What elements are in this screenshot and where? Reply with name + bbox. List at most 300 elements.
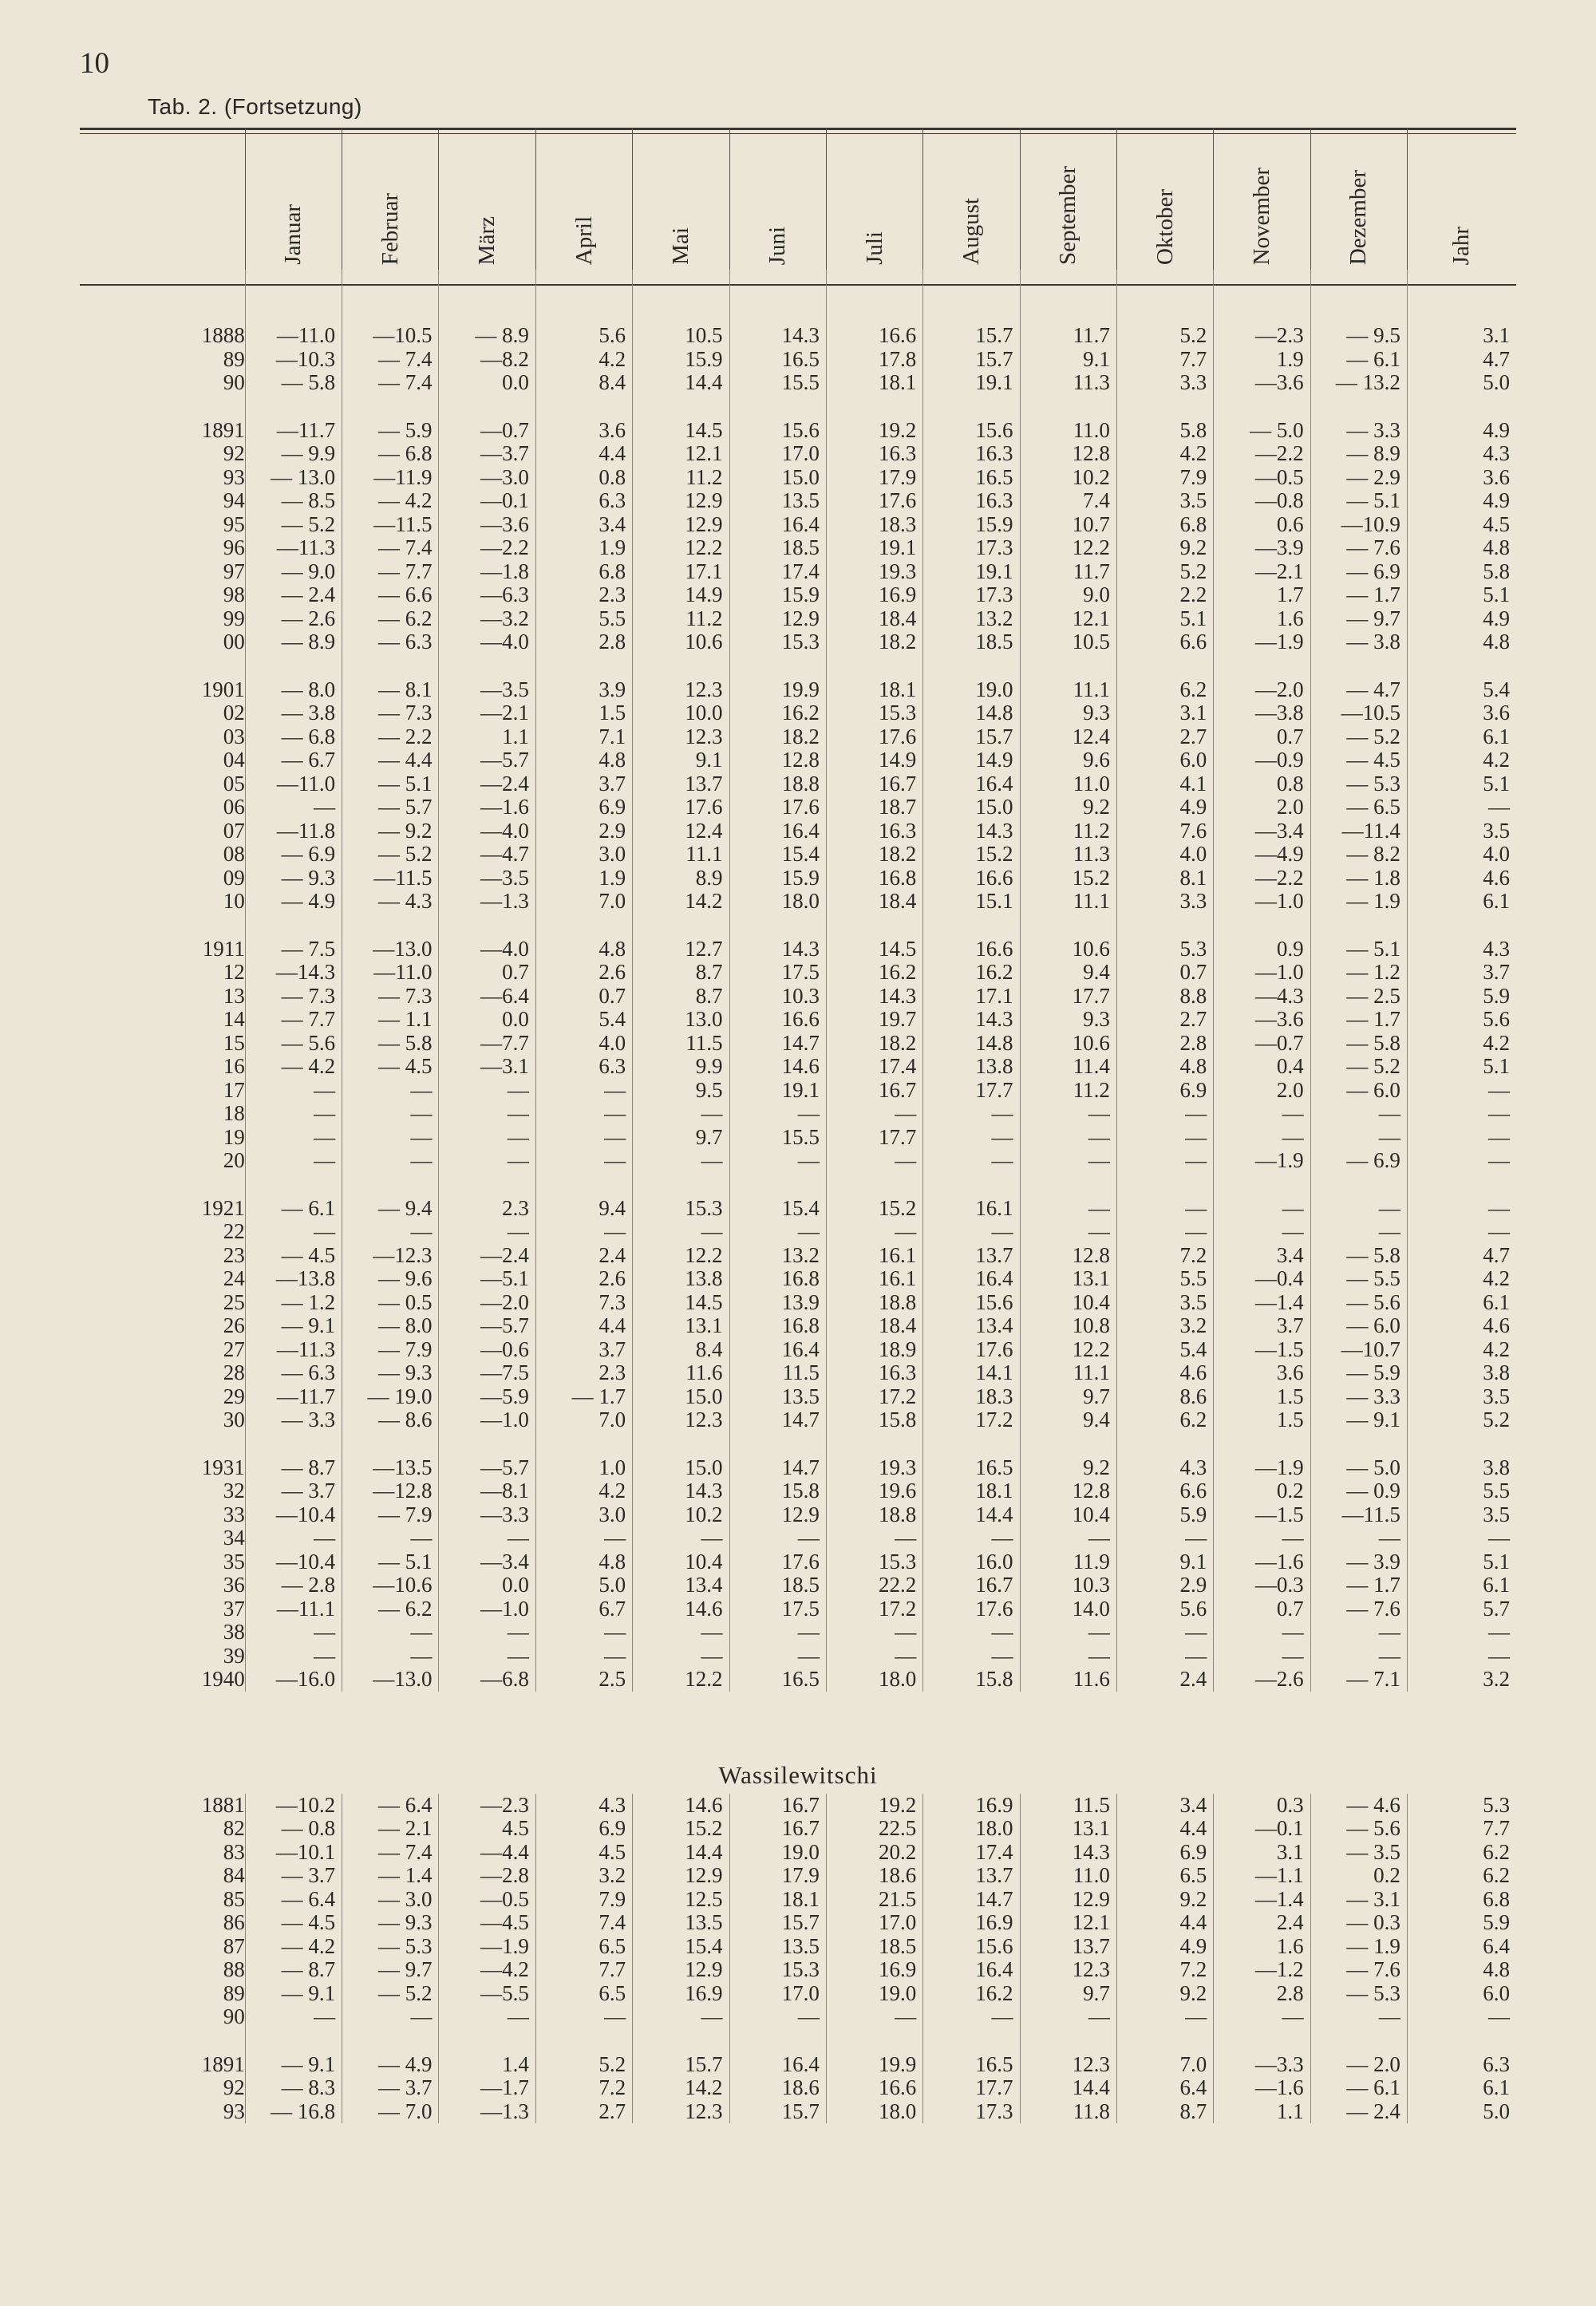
value-cell: — <box>1407 1149 1516 1173</box>
year-cell <box>80 890 245 914</box>
value-cell: —2.0 <box>439 1291 535 1315</box>
spacer-cell <box>923 654 1020 678</box>
value-cell: —1.2 <box>1214 1958 1310 1982</box>
value-cell: 16.3 <box>923 442 1020 466</box>
col-header-august <box>923 128 1020 270</box>
value-cell: 7.7 <box>535 1958 632 1982</box>
value-cell: 15.4 <box>633 1935 729 1959</box>
value-cell: —1.6 <box>1214 1550 1310 1574</box>
value-cell: 13.7 <box>923 1864 1020 1888</box>
value-cell: 12.2 <box>633 1668 729 1692</box>
value-cell: — <box>1116 1526 1213 1550</box>
value-cell: — <box>633 1645 729 1668</box>
col-header-september <box>1020 128 1116 270</box>
value-cell: — 1.1 <box>342 1008 439 1032</box>
value-cell: — 5.1 <box>1310 489 1407 513</box>
value-cell: 11.6 <box>633 1361 729 1385</box>
value-cell: 1.1 <box>1214 2100 1310 2124</box>
year-cell <box>80 1385 245 1409</box>
year-cell <box>80 1621 245 1645</box>
value-cell: 0.2 <box>1310 1864 1407 1888</box>
table-row <box>80 1645 1516 1668</box>
value-cell: 18.1 <box>923 1479 1020 1503</box>
value-cell: — <box>342 1621 439 1645</box>
spacer-cell <box>80 395 245 419</box>
value-cell: — <box>439 1645 535 1668</box>
value-cell: —0.4 <box>1214 1267 1310 1291</box>
value-cell: —11.1 <box>245 1597 342 1621</box>
value-cell: —11.9 <box>342 466 439 490</box>
value-cell: — <box>1407 1645 1516 1668</box>
spacer-cell <box>439 1173 535 1197</box>
value-cell: 3.4 <box>1214 1244 1310 1268</box>
spacer-cell <box>633 270 729 324</box>
value-cell: 16.2 <box>923 961 1020 985</box>
value-cell: — 9.4 <box>342 1197 439 1221</box>
value-cell: —0.3 <box>1214 1574 1310 1597</box>
value-cell: 18.4 <box>826 607 922 631</box>
value-cell: 1.5 <box>535 701 632 725</box>
value-cell: — 9.1 <box>245 2053 342 2077</box>
value-cell: — <box>923 1645 1020 1668</box>
year-label: 05 <box>223 771 245 796</box>
value-cell: 16.0 <box>923 1550 1020 1574</box>
table-row <box>80 560 1516 584</box>
value-cell: 2.8 <box>535 630 632 654</box>
year-label: 32 <box>223 1479 245 1502</box>
block-gap <box>80 654 1516 678</box>
value-cell: 5.8 <box>1116 419 1213 443</box>
year-cell <box>80 772 245 796</box>
spacer-cell <box>1310 654 1407 678</box>
spacer-cell <box>1116 270 1213 324</box>
table-row <box>80 748 1516 772</box>
value-cell: —4.0 <box>439 938 535 961</box>
value-cell: 17.0 <box>729 442 826 466</box>
value-cell: — <box>923 1102 1020 1126</box>
value-cell: — 16.8 <box>245 2100 342 2124</box>
value-cell: 18.2 <box>729 725 826 749</box>
section-title: Wassilewitschi <box>718 1761 878 1789</box>
value-cell: 18.5 <box>729 536 826 560</box>
value-cell: — 6.3 <box>245 1361 342 1385</box>
value-cell: 16.4 <box>729 819 826 843</box>
value-cell: — 3.7 <box>245 1864 342 1888</box>
table-row <box>80 1503 1516 1527</box>
value-cell: 15.7 <box>729 2100 826 2124</box>
year-label: 23 <box>223 1242 245 1267</box>
value-cell: —1.3 <box>439 2100 535 2124</box>
value-cell: 16.8 <box>729 1267 826 1291</box>
value-cell: — <box>1020 1149 1116 1173</box>
value-cell: — <box>1310 1621 1407 1645</box>
year-cell <box>80 1456 245 1480</box>
value-cell: — <box>535 2005 632 2029</box>
value-cell: 14.8 <box>923 1032 1020 1056</box>
value-cell: 5.5 <box>1116 1267 1213 1291</box>
value-cell: 11.0 <box>1020 419 1116 443</box>
value-cell: 9.2 <box>1116 536 1213 560</box>
table-row <box>80 348 1516 372</box>
spacer-cell <box>535 1432 632 1456</box>
value-cell: — <box>439 1102 535 1126</box>
value-cell: 5.9 <box>1407 1911 1516 1935</box>
value-cell: 9.3 <box>1020 1008 1116 1032</box>
spacer-cell <box>245 270 342 324</box>
value-cell: 3.7 <box>535 772 632 796</box>
value-cell: 14.8 <box>923 701 1020 725</box>
value-cell: — <box>1310 1126 1407 1150</box>
value-cell: 18.2 <box>826 1032 922 1056</box>
spacer-cell <box>439 1432 535 1456</box>
table-row <box>80 630 1516 654</box>
spacer-cell <box>535 270 632 324</box>
value-cell: —13.5 <box>342 1456 439 1480</box>
value-cell: — 1.8 <box>1310 867 1407 890</box>
value-cell: 5.0 <box>1407 371 1516 395</box>
table-row <box>80 1456 1516 1480</box>
table-row <box>80 324 1516 348</box>
value-cell: 14.5 <box>826 938 922 961</box>
year-label: 29 <box>223 1384 245 1408</box>
table-row <box>80 961 1516 985</box>
value-cell: 4.4 <box>535 442 632 466</box>
value-cell: — 5.3 <box>1310 772 1407 796</box>
value-cell: —7.7 <box>439 1032 535 1056</box>
year-cell <box>80 324 245 348</box>
value-cell: 6.1 <box>1407 725 1516 749</box>
table-row <box>80 1126 1516 1150</box>
value-cell: 5.6 <box>1407 1008 1516 1032</box>
value-cell: 14.3 <box>923 819 1020 843</box>
value-cell: —2.1 <box>1214 560 1310 584</box>
value-cell: 2.0 <box>1214 1079 1310 1103</box>
value-cell: 17.9 <box>729 1864 826 1888</box>
value-cell: 16.4 <box>923 772 1020 796</box>
value-cell: 16.9 <box>826 583 922 607</box>
value-cell: — 4.6 <box>1310 1794 1407 1818</box>
year-cell <box>80 1361 245 1385</box>
value-cell: 15.8 <box>729 1479 826 1503</box>
value-cell: — 2.4 <box>245 583 342 607</box>
value-cell: — <box>245 1102 342 1126</box>
header-label: Mai <box>667 227 693 265</box>
value-cell: — <box>1020 1526 1116 1550</box>
value-cell: — <box>1407 1197 1516 1221</box>
spacer-cell <box>1310 1173 1407 1197</box>
table-row <box>80 1291 1516 1315</box>
value-cell: — 6.1 <box>1310 2076 1407 2100</box>
table-row <box>80 1008 1516 1032</box>
value-cell: 6.5 <box>535 1982 632 2006</box>
value-cell: —2.1 <box>439 701 535 725</box>
spacer-cell <box>1310 270 1407 324</box>
year-cell <box>80 419 245 443</box>
value-cell: — <box>1407 1621 1516 1645</box>
year-cell <box>80 1102 245 1126</box>
spacer-cell <box>80 914 245 938</box>
value-cell: 20.2 <box>826 1841 922 1865</box>
block-gap <box>80 2029 1516 2053</box>
value-cell: 12.8 <box>1020 1479 1116 1503</box>
value-cell: — <box>923 1149 1020 1173</box>
value-cell: 17.6 <box>826 489 922 513</box>
value-cell: 9.3 <box>1020 701 1116 725</box>
year-label: 22 <box>223 1219 245 1243</box>
year-cell <box>80 1597 245 1621</box>
value-cell: — 4.7 <box>1310 678 1407 702</box>
year-cell <box>80 348 245 372</box>
value-cell: —5.1 <box>439 1267 535 1291</box>
value-cell: — <box>1116 1102 1213 1126</box>
value-cell: — <box>826 1220 922 1244</box>
spacer-cell <box>80 2029 245 2053</box>
value-cell: — <box>729 1645 826 1668</box>
value-cell: — <box>1407 1079 1516 1103</box>
value-cell: 0.4 <box>1214 1055 1310 1079</box>
value-cell: — 1.7 <box>1310 1008 1407 1032</box>
value-cell: 19.3 <box>826 560 922 584</box>
value-cell: 7.7 <box>1116 348 1213 372</box>
year-label: 18 <box>223 1101 245 1125</box>
value-cell: —11.8 <box>245 819 342 843</box>
value-cell: — 5.2 <box>245 513 342 537</box>
value-cell: 10.7 <box>1020 513 1116 537</box>
value-cell: 4.8 <box>1116 1055 1213 1079</box>
spacer-cell <box>1214 270 1310 324</box>
value-cell: 2.3 <box>439 1197 535 1221</box>
value-cell: —13.0 <box>342 938 439 961</box>
value-cell: 17.6 <box>729 796 826 819</box>
value-cell: 6.0 <box>1116 748 1213 772</box>
value-cell: 4.4 <box>1116 1911 1213 1935</box>
value-cell: 16.3 <box>826 1361 922 1385</box>
value-cell: 19.0 <box>923 678 1020 702</box>
value-cell: — <box>923 1126 1020 1150</box>
value-cell: 2.9 <box>535 819 632 843</box>
value-cell: — 7.4 <box>342 371 439 395</box>
value-cell: —11.3 <box>245 1338 342 1362</box>
value-cell: 11.7 <box>1020 324 1116 348</box>
value-cell: — 3.3 <box>1310 419 1407 443</box>
value-cell: 12.3 <box>633 2100 729 2124</box>
value-cell: 3.2 <box>535 1864 632 1888</box>
value-cell: 13.5 <box>729 1385 826 1409</box>
value-cell: 2.6 <box>535 961 632 985</box>
value-cell: 15.5 <box>729 371 826 395</box>
value-cell: — 5.1 <box>342 1550 439 1574</box>
year-label: 90 <box>223 2004 245 2028</box>
header-label: August <box>958 198 984 265</box>
value-cell: 2.4 <box>1214 1911 1310 1935</box>
table-row <box>80 1550 1516 1574</box>
header-label: September <box>1055 165 1081 265</box>
year-cell <box>80 1645 245 1668</box>
value-cell: 12.1 <box>1020 1911 1116 1935</box>
value-cell: 3.3 <box>1116 890 1213 914</box>
value-cell: 13.7 <box>1020 1935 1116 1959</box>
table-row <box>80 419 1516 443</box>
value-cell: 12.9 <box>729 1503 826 1527</box>
value-cell: 14.6 <box>633 1794 729 1818</box>
value-cell: 1.5 <box>1214 1385 1310 1409</box>
value-cell: 4.2 <box>1407 1032 1516 1056</box>
header-label: Oktober <box>1152 188 1178 265</box>
value-cell: — 6.4 <box>245 1888 342 1912</box>
value-cell: — 6.2 <box>342 607 439 631</box>
value-cell: 15.7 <box>923 324 1020 348</box>
year-label: 84 <box>223 1863 245 1887</box>
table-row <box>80 1817 1516 1841</box>
table-row <box>80 1526 1516 1550</box>
value-cell: — <box>1407 1126 1516 1150</box>
value-cell: 4.5 <box>439 1817 535 1841</box>
value-cell: —10.4 <box>245 1550 342 1574</box>
value-cell: 18.6 <box>729 2076 826 2100</box>
year-label: 24 <box>223 1266 245 1290</box>
value-cell: — <box>1020 1220 1116 1244</box>
value-cell: 12.3 <box>633 725 729 749</box>
value-cell: — <box>1310 1197 1407 1221</box>
spacer-cell <box>729 2029 826 2053</box>
value-cell: 10.2 <box>633 1503 729 1527</box>
value-cell: 7.0 <box>1116 2053 1213 2077</box>
spacer-cell <box>1310 2029 1407 2053</box>
value-cell: 11.5 <box>633 1032 729 1056</box>
year-cell <box>80 701 245 725</box>
value-cell: —1.5 <box>1214 1503 1310 1527</box>
value-cell: 15.3 <box>826 701 922 725</box>
value-cell: — 6.5 <box>1310 796 1407 819</box>
value-cell: — 3.8 <box>1310 630 1407 654</box>
value-cell: — 5.2 <box>342 843 439 867</box>
value-cell: 17.6 <box>633 796 729 819</box>
value-cell: 1.4 <box>439 2053 535 2077</box>
value-cell: —11.7 <box>245 1385 342 1409</box>
spacer-cell <box>1020 395 1116 419</box>
value-cell: — <box>535 1220 632 1244</box>
value-cell: 4.9 <box>1407 419 1516 443</box>
header-label: Juni <box>764 226 791 265</box>
value-cell: 12.9 <box>633 489 729 513</box>
value-cell: 5.1 <box>1407 772 1516 796</box>
value-cell: —10.1 <box>245 1841 342 1865</box>
value-cell: — <box>1116 1621 1213 1645</box>
value-cell: 16.4 <box>729 1338 826 1362</box>
value-cell: 14.4 <box>1020 2076 1116 2100</box>
block-gap <box>80 1173 1516 1197</box>
value-cell: 6.5 <box>535 1935 632 1959</box>
table-row <box>80 1149 1516 1173</box>
value-cell: 3.0 <box>535 1503 632 1527</box>
value-cell: — 8.3 <box>245 2076 342 2100</box>
spacer-cell <box>342 1173 439 1197</box>
value-cell: 13.1 <box>1020 1817 1116 1841</box>
value-cell: — <box>1116 1220 1213 1244</box>
value-cell: 4.0 <box>535 1032 632 1056</box>
value-cell: 11.4 <box>1020 1055 1116 1079</box>
table-row <box>80 1055 1516 1079</box>
value-cell: 6.6 <box>1116 1479 1213 1503</box>
value-cell: 15.9 <box>923 513 1020 537</box>
value-cell: — 1.2 <box>245 1291 342 1315</box>
spacer-cell <box>439 270 535 324</box>
year-cell <box>80 1149 245 1173</box>
value-cell: 19.6 <box>826 1479 922 1503</box>
value-cell: — <box>1020 1197 1116 1221</box>
year-cell <box>80 1338 245 1362</box>
value-cell: — 4.5 <box>245 1911 342 1935</box>
value-cell: — 5.8 <box>342 1032 439 1056</box>
year-label: 03 <box>223 724 245 748</box>
value-cell: 3.9 <box>535 678 632 702</box>
value-cell: — 6.1 <box>1310 348 1407 372</box>
year-label: 02 <box>223 701 245 725</box>
value-cell: —3.6 <box>1214 371 1310 395</box>
value-cell: — <box>1407 2005 1516 2029</box>
value-cell: — <box>342 1079 439 1103</box>
value-cell: 2.8 <box>1116 1032 1213 1056</box>
value-cell: —6.3 <box>439 583 535 607</box>
table-row <box>80 1864 1516 1888</box>
value-cell: 14.4 <box>633 371 729 395</box>
value-cell: 21.5 <box>826 1888 922 1912</box>
year-cell <box>80 1479 245 1503</box>
value-cell: 1.9 <box>535 867 632 890</box>
value-cell: —5.7 <box>439 1314 535 1338</box>
value-cell: 5.1 <box>1407 583 1516 607</box>
block-gap <box>80 914 1516 938</box>
value-cell: 18.0 <box>729 890 826 914</box>
spacer-cell <box>1020 2029 1116 2053</box>
value-cell: —4.7 <box>439 843 535 867</box>
value-cell: 9.1 <box>633 748 729 772</box>
value-cell: — 1.7 <box>1310 583 1407 607</box>
value-cell: — 3.7 <box>245 1479 342 1503</box>
value-cell: 5.1 <box>1407 1550 1516 1574</box>
spacer-cell <box>729 395 826 419</box>
value-cell: 6.4 <box>1407 1935 1516 1959</box>
year-label: 10 <box>223 889 245 913</box>
value-cell: 16.7 <box>826 772 922 796</box>
value-cell: 4.9 <box>1116 1935 1213 1959</box>
value-cell: —10.7 <box>1310 1338 1407 1362</box>
value-cell: 15.7 <box>633 2053 729 2077</box>
year-cell <box>80 2076 245 2100</box>
year-label: 26 <box>223 1313 245 1337</box>
value-cell: 13.8 <box>633 1267 729 1291</box>
value-cell: 16.7 <box>729 1817 826 1841</box>
value-cell: 6.1 <box>1407 2076 1516 2100</box>
value-cell: 15.0 <box>633 1456 729 1480</box>
value-cell: 3.1 <box>1116 701 1213 725</box>
value-cell: — <box>826 1526 922 1550</box>
value-cell: — 2.9 <box>1310 466 1407 490</box>
year-label: 1891 <box>201 2051 245 2076</box>
value-cell: 15.7 <box>729 1911 826 1935</box>
value-cell: 4.9 <box>1407 607 1516 631</box>
value-cell: — 0.3 <box>1310 1911 1407 1935</box>
value-cell: —11.5 <box>342 867 439 890</box>
value-cell: — 4.4 <box>342 748 439 772</box>
table-row <box>80 466 1516 490</box>
value-cell: 15.6 <box>923 1935 1020 1959</box>
year-label: 34 <box>223 1526 245 1550</box>
value-cell: — <box>1020 1126 1116 1150</box>
value-cell: 19.1 <box>729 1079 826 1103</box>
value-cell: 11.5 <box>729 1361 826 1385</box>
value-cell: 15.3 <box>729 630 826 654</box>
